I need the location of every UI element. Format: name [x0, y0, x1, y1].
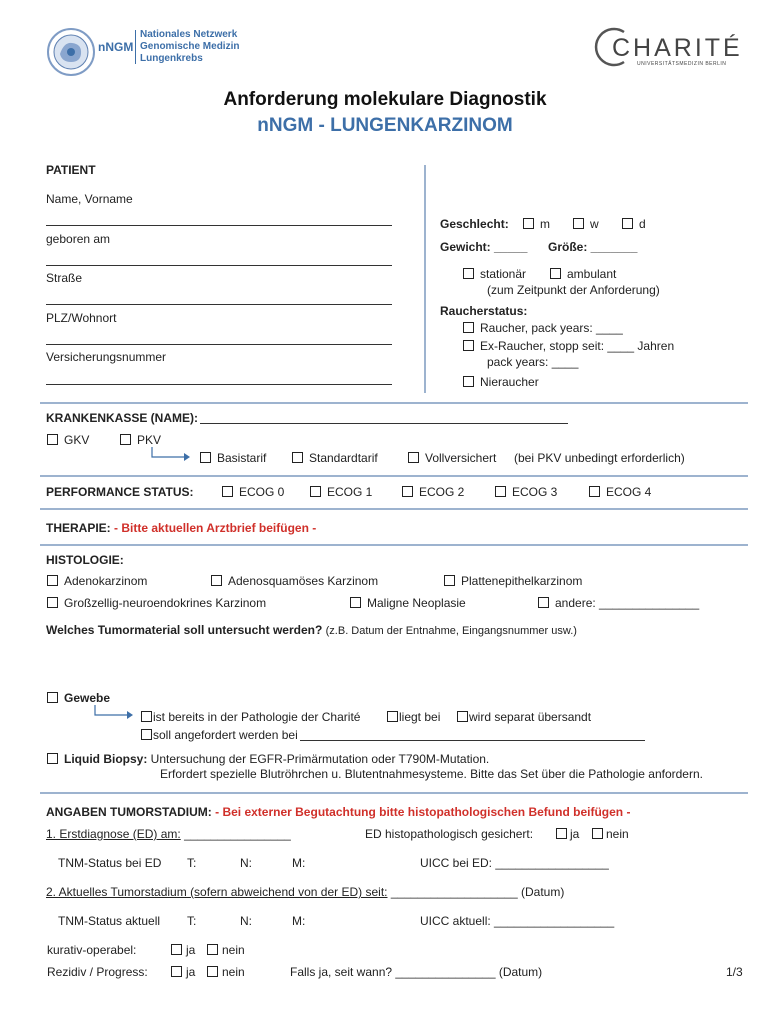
page-title: Anforderung molekulare Diagnostik: [223, 89, 547, 110]
care-outpatient[interactable]: ambulant: [550, 267, 616, 281]
uicc-ed[interactable]: UICC bei ED: _________________: [420, 856, 609, 870]
staging-heading: ANGABEN TUMORSTADIUM: - Bei externer Begutachtung bitte histopathologischen Befund beifügen -: [46, 805, 631, 819]
insurance-pkv[interactable]: PKV: [120, 433, 161, 447]
therapy-row: THERAPIE: - Bitte aktuellen Arztbrief beifügen -: [46, 521, 317, 535]
insurance-label: KRANKENKASSE (NAME):: [46, 411, 568, 425]
field-birthdate: geboren am: [46, 232, 111, 246]
tnm-ed-m[interactable]: M:: [292, 856, 306, 870]
tariff-full[interactable]: Vollversichert: [408, 451, 496, 465]
tnm-current-n[interactable]: N:: [240, 914, 252, 928]
ecog-2[interactable]: ECOG 2: [402, 485, 464, 499]
height-field[interactable]: Größe: _______: [548, 240, 638, 254]
tnm-ed-n[interactable]: N:: [240, 856, 252, 870]
uicc-current[interactable]: UICC aktuell: __________________: [420, 914, 615, 928]
ecog-0[interactable]: ECOG 0: [222, 485, 284, 499]
divider: [40, 475, 748, 477]
checkbox-icon[interactable]: [141, 729, 152, 740]
tissue-at-charite[interactable]: ist bereits in der Pathologie der Charité: [141, 710, 360, 724]
checkbox-icon[interactable]: [171, 966, 182, 977]
checkbox-icon[interactable]: [589, 486, 600, 497]
histology-label: HISTOLOGIE:: [46, 553, 124, 567]
checkbox-icon[interactable]: [592, 828, 603, 839]
gender-label: Geschlecht:: [440, 217, 509, 231]
curative-yes[interactable]: ja: [171, 943, 195, 957]
checkbox-icon[interactable]: [207, 944, 218, 955]
checkbox-icon[interactable]: [171, 944, 182, 955]
performance-label: PERFORMANCE STATUS:: [46, 485, 194, 499]
checkbox-icon[interactable]: [444, 575, 455, 586]
gender-w[interactable]: w: [573, 217, 599, 231]
field-insurance-number: Versicherungsnummer: [46, 350, 167, 364]
ngm-line1: Nationales Netzwerk: [140, 29, 238, 40]
tissue-enclosed[interactable]: liegt bei: [387, 710, 440, 724]
checkbox-icon[interactable]: [523, 218, 534, 229]
checkbox-icon[interactable]: [200, 452, 211, 463]
care-note: (zum Zeitpunkt der Anforderung): [487, 283, 660, 297]
liquid-biopsy-option[interactable]: Liquid Biopsy: Untersuchung der EGFR-Primärmutation oder T790M-Mutation.: [47, 752, 489, 766]
current-stage-row[interactable]: 2. Aktuelles Tumorstadium (sofern abweichend von der ED) seit: ___________________ (Datum): [46, 885, 565, 899]
care-inpatient[interactable]: stationär: [463, 267, 526, 281]
charite-name: CHARITÉ: [612, 34, 743, 62]
page-subtitle: nNGM - LUNGENKARZINOM: [257, 115, 513, 136]
checkbox-icon[interactable]: [120, 434, 131, 445]
smoker-ex-pack-years[interactable]: pack years: ____: [487, 355, 579, 369]
ecog-4[interactable]: ECOG 4: [589, 485, 651, 499]
ngm-line2: Genomische Medizin: [140, 41, 240, 52]
arrow-icon: [150, 446, 192, 465]
gender-d[interactable]: d: [622, 217, 646, 231]
checkbox-icon[interactable]: [292, 452, 303, 463]
checkbox-icon[interactable]: [222, 486, 233, 497]
checkbox-icon[interactable]: [463, 322, 474, 333]
divider: [40, 508, 748, 510]
field-name: Name, Vorname: [46, 192, 133, 206]
checkbox-icon[interactable]: [47, 575, 58, 586]
tissue-requested[interactable]: soll angefordert werden bei: [141, 728, 645, 742]
histo-adenosquamous[interactable]: Adenosquamöses Karzinom: [211, 574, 378, 588]
ngm-line3: Lungenkrebs: [140, 53, 203, 64]
name-line[interactable]: [46, 225, 392, 226]
tnm-current-m[interactable]: M:: [292, 914, 306, 928]
histo-large-cell[interactable]: Großzellig-neuroendokrines Karzinom: [47, 596, 266, 610]
checkbox-icon[interactable]: [211, 575, 222, 586]
divider: [40, 792, 748, 794]
checkbox-icon[interactable]: [47, 434, 58, 445]
first-diagnosis-row[interactable]: 1. Erstdiagnose (ED) am: ________________: [46, 827, 291, 841]
checkbox-icon[interactable]: [556, 828, 567, 839]
checkbox-icon[interactable]: [573, 218, 584, 229]
checkbox-icon[interactable]: [47, 597, 58, 608]
pkv-note: (bei PKV unbedingt erforderlich): [514, 451, 685, 465]
checkbox-icon[interactable]: [47, 753, 58, 764]
tnm-current-label: TNM-Status aktuell: [58, 914, 161, 928]
weight-field[interactable]: Gewicht: _____: [440, 240, 528, 254]
smoker-label: Raucherstatus:: [440, 304, 528, 318]
birthdate-line[interactable]: [46, 265, 392, 266]
checkbox-icon[interactable]: [463, 268, 474, 279]
checkbox-icon[interactable]: [350, 597, 361, 608]
histo-malignant[interactable]: Maligne Neoplasie: [350, 596, 466, 610]
checkbox-icon[interactable]: [387, 711, 398, 722]
divider: [40, 402, 748, 404]
ngm-logo-seal: [46, 27, 96, 80]
checkbox-icon[interactable]: [310, 486, 321, 497]
checkbox-icon[interactable]: [141, 711, 152, 722]
relapse-label: Rezidiv / Progress:: [47, 965, 148, 979]
checkbox-icon[interactable]: [538, 597, 549, 608]
tissue-option[interactable]: Gewebe: [47, 691, 110, 705]
checkbox-icon[interactable]: [550, 268, 561, 279]
page-number: 1/3: [726, 965, 743, 979]
checkbox-icon[interactable]: [463, 376, 474, 387]
smoker-never[interactable]: Nieraucher: [463, 375, 539, 389]
liquid-biopsy-note: Erfordert spezielle Blutröhrchen u. Blutentnahmesysteme. Bitte das Set über die Pathologie anfordern.: [160, 767, 703, 781]
relapse-no[interactable]: nein: [207, 965, 245, 979]
tariff-standard[interactable]: Standardtarif: [292, 451, 378, 465]
checkbox-icon[interactable]: [495, 486, 506, 497]
ecog-3[interactable]: ECOG 3: [495, 485, 557, 499]
ed-confirmed-label: ED histopathologisch gesichert:: [365, 827, 534, 841]
checkbox-icon[interactable]: [207, 966, 218, 977]
checkbox-icon[interactable]: [457, 711, 468, 722]
insurance-gkv[interactable]: GKV: [47, 433, 89, 447]
divider: [40, 544, 748, 546]
tnm-ed-label: TNM-Status bei ED: [58, 856, 162, 870]
histo-other[interactable]: andere: _______________: [538, 596, 699, 610]
requested-from-line[interactable]: [300, 729, 645, 741]
ngm-short: nNGM: [98, 40, 134, 54]
tariff-basis[interactable]: Basistarif: [200, 451, 266, 465]
insurance-number-line[interactable]: [46, 384, 392, 385]
tissue-separate[interactable]: wird separat übersandt: [457, 710, 591, 724]
column-divider: [424, 165, 426, 393]
checkbox-icon[interactable]: [402, 486, 413, 497]
relapse-yes[interactable]: ja: [171, 965, 195, 979]
checkbox-icon[interactable]: [408, 452, 419, 463]
charite-sub: UNIVERSITÄTSMEDIZIN BERLIN: [637, 61, 727, 67]
street-line[interactable]: [46, 304, 392, 305]
histo-adeno[interactable]: Adenokarzinom: [47, 574, 147, 588]
checkbox-icon[interactable]: [47, 692, 58, 703]
ngm-divider: [135, 30, 136, 64]
checkbox-icon[interactable]: [463, 340, 474, 351]
curative-no[interactable]: nein: [207, 943, 245, 957]
ed-confirmed-yes[interactable]: ja: [556, 827, 579, 841]
field-street: Straße: [46, 271, 83, 285]
ecog-1[interactable]: ECOG 1: [310, 485, 372, 499]
city-line[interactable]: [46, 344, 392, 345]
relapse-since[interactable]: Falls ja, seit wann? _______________ (Datum): [290, 965, 543, 979]
curative-label: kurativ-operabel:: [47, 943, 137, 957]
arrow-icon: [93, 704, 135, 723]
ed-confirmed-no[interactable]: nein: [592, 827, 629, 841]
gender-m[interactable]: m: [523, 217, 550, 231]
patient-heading: PATIENT: [46, 163, 96, 177]
tnm-current-t[interactable]: T:: [187, 914, 197, 928]
smoker-current[interactable]: Raucher, pack years: ____: [463, 321, 623, 335]
field-city: PLZ/Wohnort: [46, 311, 117, 325]
tnm-ed-t[interactable]: T:: [187, 856, 197, 870]
checkbox-icon[interactable]: [622, 218, 633, 229]
smoker-ex[interactable]: Ex-Raucher, stopp seit: ____ Jahren: [463, 339, 674, 353]
histo-squamous[interactable]: Plattenepithelkarzinom: [444, 574, 582, 588]
material-question: Welches Tumormaterial soll untersucht werden? (z.B. Datum der Entnahme, Eingangsnummer usw.): [46, 623, 577, 637]
insurance-name-line[interactable]: [200, 412, 568, 424]
